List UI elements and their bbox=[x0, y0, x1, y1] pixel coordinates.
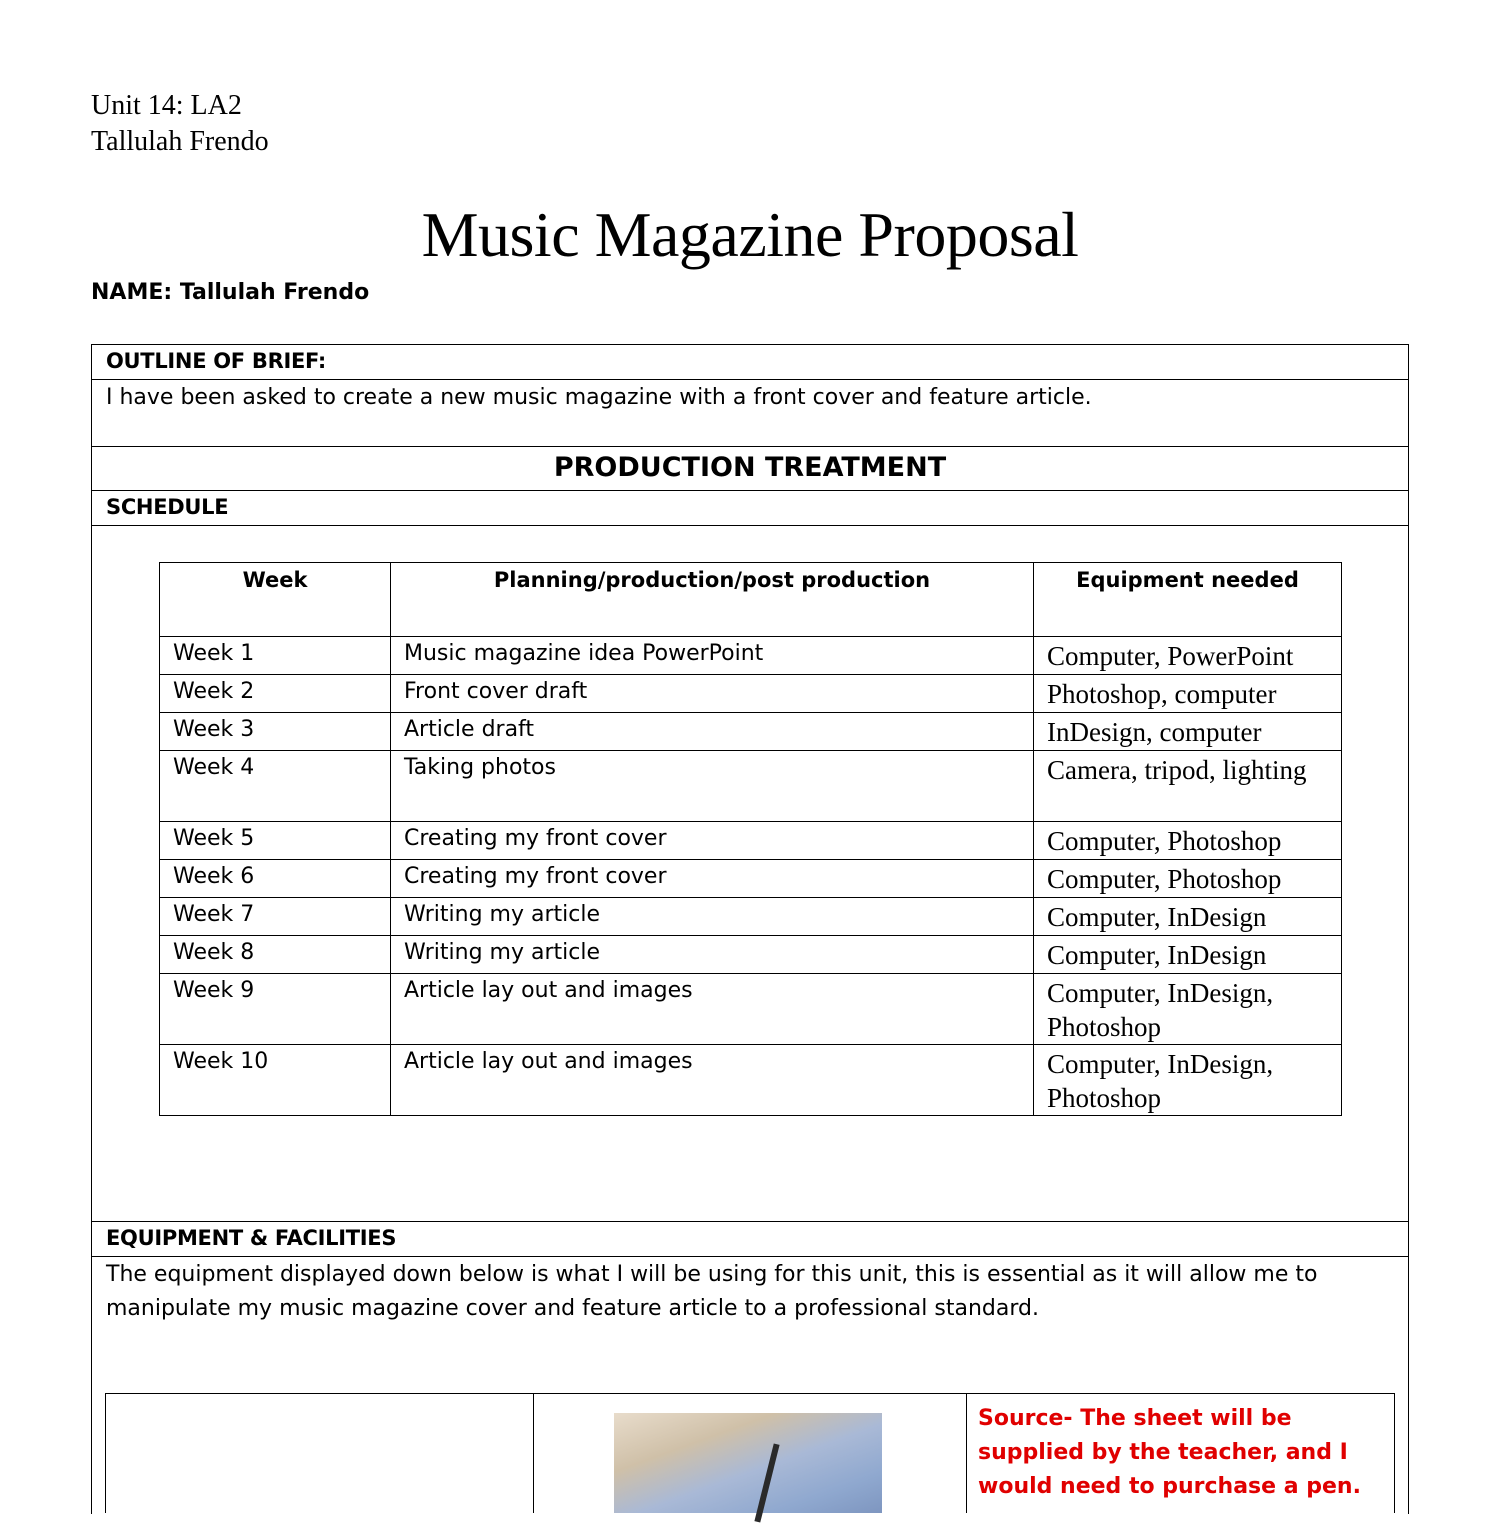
equipment-cell: Camera, tripod, lighting bbox=[1034, 751, 1342, 822]
task-cell: Front cover draft bbox=[391, 675, 1034, 713]
equipment-table bbox=[105, 1393, 1395, 1513]
task-cell: Music magazine idea PowerPoint bbox=[391, 637, 1034, 675]
production-treatment-heading: PRODUCTION TREATMENT bbox=[553, 452, 947, 483]
equipment-facilities-label: EQUIPMENT & FACILITIES bbox=[106, 1226, 397, 1250]
column-header-week: Week bbox=[160, 563, 391, 637]
source-note: Source- The sheet will be supplied by the teacher, and I would need to purchase a pen. bbox=[978, 1406, 1361, 1499]
equipment-cell: Computer, PowerPoint bbox=[1034, 637, 1342, 675]
task-cell: Writing my article bbox=[391, 936, 1034, 974]
equipment-cell: Computer, InDesign bbox=[1034, 936, 1342, 974]
equipment-cell: Computer, InDesign, Photoshop bbox=[1034, 974, 1342, 1045]
table-row bbox=[160, 936, 1342, 974]
schedule-label: SCHEDULE bbox=[106, 495, 229, 519]
week-cell: Week 7 bbox=[160, 898, 391, 936]
table-row bbox=[160, 675, 1342, 713]
table-row bbox=[160, 860, 1342, 898]
outline-text: I have been asked to create a new music magazine with a front cover and feature article. bbox=[106, 385, 1092, 410]
equipment-cell: Computer, Photoshop bbox=[1034, 860, 1342, 898]
task-cell: Article draft bbox=[391, 713, 1034, 751]
table-row bbox=[160, 637, 1342, 675]
table-row bbox=[160, 751, 1342, 822]
column-header-equipment: Equipment needed bbox=[1034, 563, 1342, 637]
divider bbox=[91, 490, 1409, 491]
equipment-cell: Computer, InDesign, Photoshop bbox=[1034, 1045, 1342, 1116]
task-cell: Creating my front cover bbox=[391, 822, 1034, 860]
week-cell: Week 10 bbox=[160, 1045, 391, 1116]
week-cell: Week 3 bbox=[160, 713, 391, 751]
paper-and-pen-photo bbox=[614, 1413, 882, 1513]
task-cell: Writing my article bbox=[391, 898, 1034, 936]
table-row bbox=[160, 898, 1342, 936]
week-cell: Week 8 bbox=[160, 936, 391, 974]
table-row bbox=[160, 713, 1342, 751]
task-cell: Taking photos bbox=[391, 751, 1034, 822]
task-cell: Article lay out and images bbox=[391, 974, 1034, 1045]
week-cell: Week 2 bbox=[160, 675, 391, 713]
week-cell: Week 1 bbox=[160, 637, 391, 675]
week-cell: Week 5 bbox=[160, 822, 391, 860]
divider bbox=[91, 446, 1409, 447]
table-row bbox=[160, 1045, 1342, 1116]
table-row bbox=[160, 974, 1342, 1045]
week-cell: Week 4 bbox=[160, 751, 391, 822]
equipment-cell: Photoshop, computer bbox=[1034, 675, 1342, 713]
equipment-cell: InDesign, computer bbox=[1034, 713, 1342, 751]
column-header-planning: Planning/production/post production bbox=[391, 563, 1034, 637]
table-row bbox=[160, 822, 1342, 860]
column-divider bbox=[533, 1394, 534, 1513]
divider bbox=[91, 525, 1409, 526]
week-cell: Week 6 bbox=[160, 860, 391, 898]
task-cell: Article lay out and images bbox=[391, 1045, 1034, 1116]
page-title: Music Magazine Proposal bbox=[421, 199, 1079, 270]
task-cell: Creating my front cover bbox=[391, 860, 1034, 898]
author-name: Tallulah Frendo bbox=[91, 126, 269, 157]
divider bbox=[91, 1221, 1409, 1222]
table-header-row bbox=[160, 563, 1342, 637]
pen-icon bbox=[754, 1443, 779, 1522]
column-divider bbox=[966, 1394, 967, 1513]
outline-label: OUTLINE OF BRIEF: bbox=[106, 349, 326, 373]
schedule-table bbox=[159, 562, 1342, 1116]
name-line: NAME: Tallulah Frendo bbox=[91, 280, 370, 305]
unit-label: Unit 14: LA2 bbox=[91, 90, 242, 121]
divider bbox=[91, 1256, 1409, 1257]
equipment-facilities-text: The equipment displayed down below is what I will be using for this unit, this is essential as it will allow me to manipulate my music magazine cover and feature article to a professional standard. bbox=[106, 1262, 1318, 1321]
week-cell: Week 9 bbox=[160, 974, 391, 1045]
divider bbox=[91, 379, 1409, 380]
equipment-cell: Computer, InDesign bbox=[1034, 898, 1342, 936]
equipment-cell: Computer, Photoshop bbox=[1034, 822, 1342, 860]
